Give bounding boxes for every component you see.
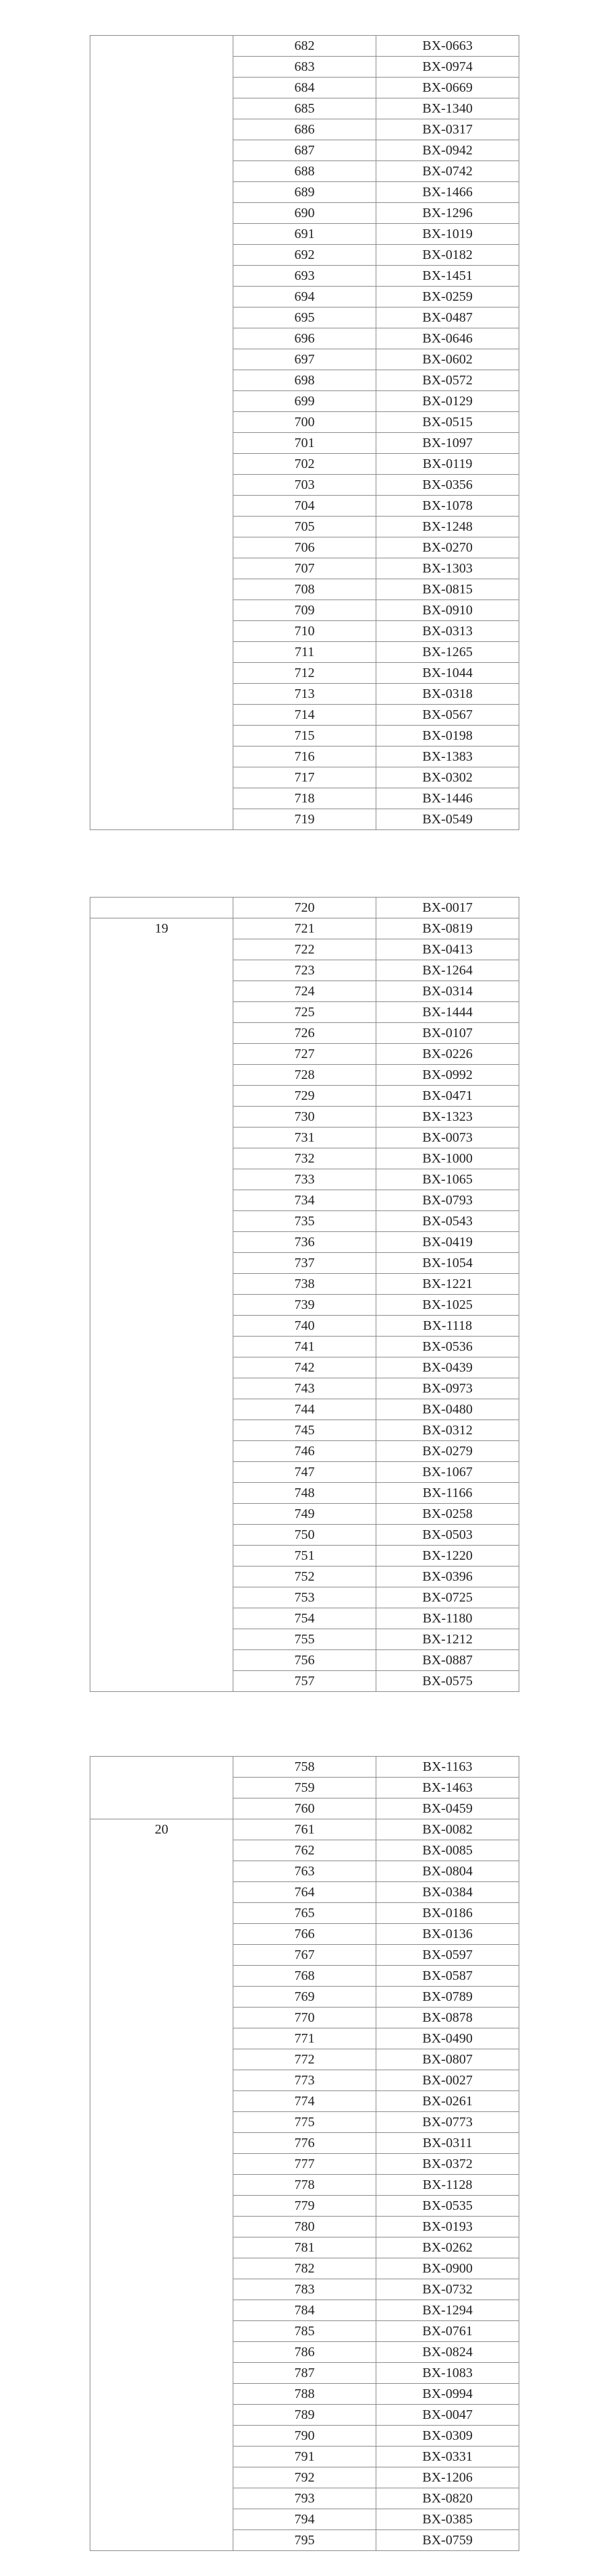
item-code: BX-1180 <box>376 1608 519 1629</box>
item-code: BX-0186 <box>376 1903 519 1924</box>
item-code: BX-0549 <box>376 809 519 830</box>
row-number: 698 <box>233 370 376 391</box>
item-code: BX-0910 <box>376 600 519 621</box>
row-number: 738 <box>233 1274 376 1295</box>
row-number: 767 <box>233 1945 376 1966</box>
item-code: BX-1083 <box>376 2363 519 2384</box>
row-number: 731 <box>233 1128 376 1148</box>
table-row <box>90 1819 519 1840</box>
row-number: 688 <box>233 161 376 182</box>
item-code: BX-0119 <box>376 454 519 475</box>
item-code: BX-1463 <box>376 1778 519 1798</box>
row-number: 776 <box>233 2133 376 2154</box>
row-number: 739 <box>233 1295 376 1316</box>
row-number: 707 <box>233 558 376 579</box>
row-number: 728 <box>233 1065 376 1086</box>
item-code: BX-0646 <box>376 328 519 349</box>
row-number: 718 <box>233 788 376 809</box>
item-code: BX-0182 <box>376 245 519 266</box>
table-body <box>90 898 519 1692</box>
row-number: 765 <box>233 1903 376 1924</box>
row-number: 695 <box>233 308 376 328</box>
row-number: 785 <box>233 2321 376 2342</box>
row-number: 740 <box>233 1316 376 1337</box>
item-code: BX-1025 <box>376 1295 519 1316</box>
row-number: 709 <box>233 600 376 621</box>
item-code: BX-1044 <box>376 663 519 684</box>
item-code: BX-0471 <box>376 1086 519 1107</box>
item-code: BX-0309 <box>376 2426 519 2447</box>
row-number: 747 <box>233 1462 376 1483</box>
code-table <box>90 35 519 830</box>
row-number: 685 <box>233 98 376 119</box>
group-cell <box>90 898 233 918</box>
item-code: BX-0820 <box>376 2488 519 2509</box>
row-number: 790 <box>233 2426 376 2447</box>
row-number: 686 <box>233 119 376 140</box>
row-number: 741 <box>233 1337 376 1357</box>
item-code: BX-1340 <box>376 98 519 119</box>
item-code: BX-0262 <box>376 2237 519 2258</box>
item-code: BX-0789 <box>376 1987 519 2008</box>
item-code: BX-0994 <box>376 2384 519 2405</box>
row-number: 710 <box>233 621 376 642</box>
item-code: BX-0073 <box>376 1128 519 1148</box>
row-number: 706 <box>233 537 376 558</box>
table-body <box>90 36 519 830</box>
item-code: BX-0992 <box>376 1065 519 1086</box>
table-block-3 <box>90 1756 519 2551</box>
item-code: BX-1054 <box>376 1253 519 1274</box>
item-code: BX-0900 <box>376 2258 519 2279</box>
item-code: BX-1383 <box>376 747 519 767</box>
item-code: BX-0047 <box>376 2405 519 2426</box>
row-number: 755 <box>233 1629 376 1650</box>
item-code: BX-0313 <box>376 621 519 642</box>
item-code: BX-1264 <box>376 960 519 981</box>
row-number: 788 <box>233 2384 376 2405</box>
row-number: 715 <box>233 726 376 747</box>
row-number: 732 <box>233 1148 376 1169</box>
item-code: BX-0725 <box>376 1587 519 1608</box>
row-number: 770 <box>233 2008 376 2028</box>
row-number: 778 <box>233 2175 376 2196</box>
row-number: 729 <box>233 1086 376 1107</box>
row-number: 751 <box>233 1546 376 1567</box>
row-number: 703 <box>233 475 376 496</box>
item-code: BX-0017 <box>376 898 519 918</box>
row-number: 769 <box>233 1987 376 2008</box>
row-number: 745 <box>233 1420 376 1441</box>
row-number: 748 <box>233 1483 376 1504</box>
row-number: 723 <box>233 960 376 981</box>
row-number: 719 <box>233 809 376 830</box>
item-code: BX-1303 <box>376 558 519 579</box>
code-table <box>90 897 519 1692</box>
row-number: 794 <box>233 2509 376 2530</box>
item-code: BX-1323 <box>376 1107 519 1128</box>
group-cell <box>90 36 233 830</box>
item-code: BX-0356 <box>376 475 519 496</box>
group-number: 19 <box>90 918 233 1692</box>
row-number: 711 <box>233 642 376 663</box>
item-code: BX-0419 <box>376 1232 519 1253</box>
row-number: 689 <box>233 182 376 203</box>
item-code: BX-0490 <box>376 2028 519 2049</box>
item-code: BX-1265 <box>376 642 519 663</box>
row-number: 705 <box>233 517 376 537</box>
row-number: 775 <box>233 2112 376 2133</box>
item-code: BX-0384 <box>376 1882 519 1903</box>
row-number: 708 <box>233 579 376 600</box>
item-code: BX-0543 <box>376 1211 519 1232</box>
item-code: BX-0663 <box>376 36 519 57</box>
row-number: 744 <box>233 1399 376 1420</box>
item-code: BX-0270 <box>376 537 519 558</box>
item-code: BX-0085 <box>376 1840 519 1861</box>
row-number: 792 <box>233 2467 376 2488</box>
row-number: 787 <box>233 2363 376 2384</box>
row-number: 714 <box>233 705 376 726</box>
item-code: BX-0793 <box>376 1190 519 1211</box>
row-number: 699 <box>233 391 376 412</box>
row-number: 758 <box>233 1757 376 1778</box>
row-number: 727 <box>233 1044 376 1065</box>
row-number: 762 <box>233 1840 376 1861</box>
row-number: 712 <box>233 663 376 684</box>
row-number: 693 <box>233 266 376 287</box>
row-number: 697 <box>233 349 376 370</box>
item-code: BX-1166 <box>376 1483 519 1504</box>
item-code: BX-1163 <box>376 1757 519 1778</box>
row-number: 783 <box>233 2279 376 2300</box>
group-number: 20 <box>90 1819 233 2551</box>
row-number: 756 <box>233 1650 376 1671</box>
row-number: 768 <box>233 1966 376 1987</box>
row-number: 704 <box>233 496 376 517</box>
row-number: 780 <box>233 2217 376 2237</box>
item-code: BX-1128 <box>376 2175 519 2196</box>
item-code: BX-0887 <box>376 1650 519 1671</box>
row-number: 733 <box>233 1169 376 1190</box>
row-number: 793 <box>233 2488 376 2509</box>
row-number: 713 <box>233 684 376 705</box>
table-body <box>90 1757 519 2551</box>
item-code: BX-1078 <box>376 496 519 517</box>
item-code: BX-0129 <box>376 391 519 412</box>
item-code: BX-0258 <box>376 1504 519 1525</box>
item-code: BX-0819 <box>376 918 519 939</box>
item-code: BX-0487 <box>376 308 519 328</box>
row-number: 760 <box>233 1798 376 1819</box>
item-code: BX-0602 <box>376 349 519 370</box>
row-number: 782 <box>233 2258 376 2279</box>
table-block-1 <box>90 35 519 830</box>
item-code: BX-0759 <box>376 2530 519 2551</box>
item-code: BX-1118 <box>376 1316 519 1337</box>
row-number: 763 <box>233 1861 376 1882</box>
item-code: BX-0331 <box>376 2447 519 2467</box>
item-code: BX-1248 <box>376 517 519 537</box>
item-code: BX-0567 <box>376 705 519 726</box>
row-number: 690 <box>233 203 376 224</box>
item-code: BX-0279 <box>376 1441 519 1462</box>
item-code: BX-1206 <box>376 2467 519 2488</box>
item-code: BX-0413 <box>376 939 519 960</box>
item-code: BX-1000 <box>376 1148 519 1169</box>
item-code: BX-0942 <box>376 140 519 161</box>
table-row <box>90 918 519 939</box>
item-code: BX-1097 <box>376 433 519 454</box>
item-code: BX-0226 <box>376 1044 519 1065</box>
row-number: 779 <box>233 2196 376 2217</box>
row-number: 774 <box>233 2091 376 2112</box>
item-code: BX-1296 <box>376 203 519 224</box>
group-cell <box>90 1757 233 1819</box>
row-number: 725 <box>233 1002 376 1023</box>
item-code: BX-0261 <box>376 2091 519 2112</box>
row-number: 786 <box>233 2342 376 2363</box>
item-code: BX-0312 <box>376 1420 519 1441</box>
item-code: BX-0314 <box>376 981 519 1002</box>
row-number: 784 <box>233 2300 376 2321</box>
table-row <box>90 898 519 918</box>
item-code: BX-1444 <box>376 1002 519 1023</box>
row-number: 759 <box>233 1778 376 1798</box>
row-number: 694 <box>233 287 376 308</box>
row-number: 683 <box>233 57 376 78</box>
row-number: 750 <box>233 1525 376 1546</box>
item-code: BX-0974 <box>376 57 519 78</box>
row-number: 716 <box>233 747 376 767</box>
item-code: BX-1466 <box>376 182 519 203</box>
item-code: BX-0575 <box>376 1671 519 1692</box>
row-number: 736 <box>233 1232 376 1253</box>
item-code: BX-0773 <box>376 2112 519 2133</box>
row-number: 691 <box>233 224 376 245</box>
item-code: BX-0317 <box>376 119 519 140</box>
item-code: BX-0761 <box>376 2321 519 2342</box>
row-number: 773 <box>233 2070 376 2091</box>
item-code: BX-1067 <box>376 1462 519 1483</box>
item-code: BX-0807 <box>376 2049 519 2070</box>
table-row <box>90 36 519 57</box>
item-code: BX-0302 <box>376 767 519 788</box>
row-number: 754 <box>233 1608 376 1629</box>
row-number: 721 <box>233 918 376 939</box>
row-number: 702 <box>233 454 376 475</box>
row-number: 701 <box>233 433 376 454</box>
row-number: 700 <box>233 412 376 433</box>
item-code: BX-1019 <box>376 224 519 245</box>
row-number: 722 <box>233 939 376 960</box>
item-code: BX-0804 <box>376 1861 519 1882</box>
row-number: 752 <box>233 1567 376 1587</box>
item-code: BX-0107 <box>376 1023 519 1044</box>
row-number: 761 <box>233 1819 376 1840</box>
item-code: BX-0973 <box>376 1378 519 1399</box>
row-number: 682 <box>233 36 376 57</box>
row-number: 766 <box>233 1924 376 1945</box>
item-code: BX-0824 <box>376 2342 519 2363</box>
row-number: 726 <box>233 1023 376 1044</box>
item-code: BX-0136 <box>376 1924 519 1945</box>
item-code: BX-0439 <box>376 1357 519 1378</box>
row-number: 692 <box>233 245 376 266</box>
row-number: 720 <box>233 898 376 918</box>
item-code: BX-0385 <box>376 2509 519 2530</box>
table-block-2 <box>90 897 519 1692</box>
item-code: BX-1220 <box>376 1546 519 1567</box>
row-number: 772 <box>233 2049 376 2070</box>
row-number: 717 <box>233 767 376 788</box>
row-number: 749 <box>233 1504 376 1525</box>
row-number: 757 <box>233 1671 376 1692</box>
row-number: 737 <box>233 1253 376 1274</box>
item-code: BX-0515 <box>376 412 519 433</box>
item-code: BX-0669 <box>376 78 519 98</box>
item-code: BX-0193 <box>376 2217 519 2237</box>
item-code: BX-0597 <box>376 1945 519 1966</box>
item-code: BX-1294 <box>376 2300 519 2321</box>
item-code: BX-1451 <box>376 266 519 287</box>
item-code: BX-1212 <box>376 1629 519 1650</box>
item-code: BX-0318 <box>376 684 519 705</box>
item-code: BX-0503 <box>376 1525 519 1546</box>
item-code: BX-1446 <box>376 788 519 809</box>
row-number: 684 <box>233 78 376 98</box>
item-code: BX-0535 <box>376 2196 519 2217</box>
item-code: BX-0311 <box>376 2133 519 2154</box>
row-number: 696 <box>233 328 376 349</box>
row-number: 781 <box>233 2237 376 2258</box>
row-number: 764 <box>233 1882 376 1903</box>
row-number: 743 <box>233 1378 376 1399</box>
row-number: 742 <box>233 1357 376 1378</box>
table-row <box>90 1757 519 1778</box>
item-code: BX-0536 <box>376 1337 519 1357</box>
item-code: BX-0815 <box>376 579 519 600</box>
item-code: BX-0742 <box>376 161 519 182</box>
item-code: BX-1221 <box>376 1274 519 1295</box>
row-number: 771 <box>233 2028 376 2049</box>
item-code: BX-0587 <box>376 1966 519 1987</box>
item-code: BX-0082 <box>376 1819 519 1840</box>
code-table <box>90 1756 519 2551</box>
item-code: BX-0372 <box>376 2154 519 2175</box>
item-code: BX-0259 <box>376 287 519 308</box>
item-code: BX-1065 <box>376 1169 519 1190</box>
item-code: BX-0459 <box>376 1798 519 1819</box>
row-number: 724 <box>233 981 376 1002</box>
row-number: 687 <box>233 140 376 161</box>
item-code: BX-0396 <box>376 1567 519 1587</box>
item-code: BX-0198 <box>376 726 519 747</box>
row-number: 791 <box>233 2447 376 2467</box>
row-number: 734 <box>233 1190 376 1211</box>
item-code: BX-0878 <box>376 2008 519 2028</box>
item-code: BX-0027 <box>376 2070 519 2091</box>
row-number: 789 <box>233 2405 376 2426</box>
row-number: 777 <box>233 2154 376 2175</box>
row-number: 795 <box>233 2530 376 2551</box>
row-number: 730 <box>233 1107 376 1128</box>
item-code: BX-0572 <box>376 370 519 391</box>
row-number: 735 <box>233 1211 376 1232</box>
item-code: BX-0480 <box>376 1399 519 1420</box>
item-code: BX-0732 <box>376 2279 519 2300</box>
row-number: 753 <box>233 1587 376 1608</box>
row-number: 746 <box>233 1441 376 1462</box>
